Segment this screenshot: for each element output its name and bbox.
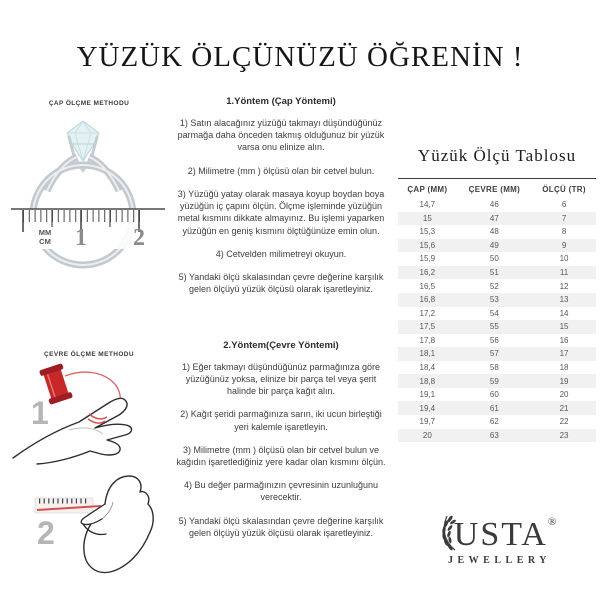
hand-ruler-diagram-icon — [9, 470, 169, 582]
header-olcu-tr: ÖLÇÜ (TR) — [542, 185, 586, 194]
table-cell: 48 — [489, 227, 499, 237]
step-2-numeral: 2 — [37, 515, 55, 551]
table-row — [398, 239, 596, 253]
method-step: 4) Bu değer parmağınızın çevresinin uzunluğunu verecektir. — [183, 480, 379, 503]
small-ruler — [35, 498, 101, 513]
table-cell: 62 — [489, 417, 499, 427]
table-cell: 16 — [559, 335, 569, 345]
table-cell: 53 — [489, 295, 499, 305]
hand-outline — [84, 476, 153, 573]
ruler-number-2: 2 — [133, 225, 145, 251]
table-body — [398, 198, 596, 442]
table-cell: 11 — [559, 268, 569, 277]
table-cell: 14 — [559, 308, 569, 318]
table-cell: 18,1 — [419, 349, 436, 359]
table-row — [398, 334, 596, 348]
table-row — [398, 293, 596, 307]
table-cell: 59 — [489, 376, 499, 386]
table-cell: 49 — [489, 240, 499, 250]
table-cell: 18,8 — [419, 376, 436, 386]
table-cell: 17,8 — [419, 335, 436, 345]
table-cell: 7 — [561, 213, 567, 223]
table-cell: 17,2 — [419, 308, 436, 318]
table-cell: 16,5 — [419, 281, 436, 291]
size-table-title: Yüzük Ölçü Tablosu — [417, 146, 577, 165]
table-cell: 47 — [489, 213, 499, 223]
table-row — [398, 279, 596, 293]
table-row — [398, 307, 596, 321]
table-cell: 19,7 — [419, 417, 436, 427]
table-cell: 15 — [559, 322, 569, 332]
diamond-icon — [67, 121, 99, 161]
table-cell: 6 — [561, 200, 567, 210]
size-table-column — [398, 146, 596, 566]
header-cevre-mm: ÇEVRE (MM) — [468, 185, 521, 194]
table-cell: 13 — [559, 295, 569, 305]
brand-logo — [398, 512, 596, 566]
table-cell: 15,3 — [419, 227, 436, 237]
circumference-method-label: ÇEVRE ÖLÇME METHODU — [44, 351, 134, 358]
table-cell: 51 — [489, 268, 499, 277]
table-row — [398, 266, 596, 280]
table-cell: 61 — [489, 403, 499, 413]
table-row — [398, 361, 596, 375]
header-cap-mm: ÇAP (MM) — [407, 185, 448, 194]
method-step: 2) Milimetre (mm ) ölçüsü olan bir cetvel bulun. — [187, 165, 375, 176]
table-cell: 22 — [559, 417, 569, 427]
diagram-column — [8, 100, 170, 582]
table-cell: 58 — [489, 362, 499, 372]
page-title: YÜZÜK ÖLÇÜNÜZÜ ÖĞRENİN ! — [76, 41, 524, 74]
table-cell: 19,4 — [419, 403, 436, 413]
method-1-block — [172, 96, 390, 296]
table-cell: 57 — [489, 349, 499, 359]
brand-name: USTA — [453, 516, 548, 554]
title-divider — [398, 178, 596, 179]
table-cell: 20 — [559, 390, 569, 400]
ruler-unit-cm: CM — [39, 237, 51, 246]
table-cell: 17,5 — [419, 322, 436, 332]
table-cell: 19 — [559, 376, 569, 386]
instructions-column — [172, 96, 390, 550]
table-row — [398, 429, 596, 443]
diameter-method-label: ÇAP ÖLÇME METHODU — [48, 100, 130, 107]
table-cell: 16,8 — [419, 295, 436, 305]
table-cell: 52 — [489, 281, 499, 291]
method-step: 1) Satın alacağınız yüzüğü takmayı düşündüğünüz parmağa daha önceden takmış olduğunuz bir yüzük varsa onu elinize alın. — [177, 118, 385, 153]
table-row — [398, 374, 596, 388]
table-cell: 19,1 — [419, 390, 436, 400]
method-1-heading: 1.Yöntem (Çap Yöntemi) — [226, 96, 336, 107]
method-step: 2) Kağıt şeridi parmağınıza sarın, iki ucun birleştiği yeri kalemle işaretleyin. — [180, 409, 382, 432]
method-2-block — [172, 340, 390, 540]
table-cell: 23 — [559, 430, 569, 440]
brand-name-row — [398, 512, 596, 552]
table-cell: 10 — [559, 254, 569, 264]
method-step: 3) Yüzüğü yatay olarak masaya koyup boydan boya yüzüğün iç çapını ölçün. Ölçme işleminde yüzüğün metal kısmını dikkate almayınız. Bu işlemi yaparken yüzüğün en geniş kısmını ölçtüğünüze emin olun. — [177, 188, 385, 236]
table-cell: 54 — [489, 308, 499, 318]
table-header-row — [398, 181, 596, 198]
table-row — [398, 252, 596, 266]
table-cell: 56 — [489, 335, 499, 345]
method-2-steps — [172, 361, 390, 540]
method-2-heading: 2.Yöntem(Çevre Yöntemi) — [223, 339, 339, 351]
ruler-number-1: 1 — [75, 225, 87, 251]
table-cell: 12 — [559, 281, 569, 291]
table-cell: 18,4 — [419, 362, 436, 372]
table-cell: 18 — [559, 362, 569, 372]
method-step: 3) Milimetre (mm ) ölçüsü olan bir cetvel bulun ve kağıdın işaretlediğiniz yere kadar olan kısmını ölçün. — [176, 444, 386, 467]
table-cell: 60 — [489, 390, 499, 400]
table-row — [398, 415, 596, 429]
table-cell: 9 — [561, 240, 567, 250]
table-cell: 17 — [559, 349, 569, 359]
ring-on-ruler-diagram-icon — [9, 111, 169, 273]
registered-mark: ® — [547, 516, 557, 529]
table-row — [398, 401, 596, 415]
table-row — [398, 198, 596, 212]
method-step: 5) Yandaki ölçü skalasından çevre değerine karşılık gelen ölçüyü yüzük ölçüsü olarak işaretleyiniz. — [178, 515, 384, 538]
table-cell: 63 — [489, 430, 499, 440]
mm-ruler — [11, 209, 165, 251]
method-step: 4) Cetvelden milimetreyi okuyun. — [215, 248, 347, 259]
table-row — [398, 320, 596, 334]
table-cell: 15,9 — [419, 254, 436, 264]
ring-size-table — [398, 181, 596, 442]
table-row — [398, 347, 596, 361]
table-cell: 55 — [489, 322, 499, 332]
method-1-steps — [172, 117, 390, 296]
table-row — [398, 388, 596, 402]
method-step: 5) Yandaki ölçü skalasından çevre değerine karşılık gelen ölçüyü yüzük ölçüsü olarak işaretleyiniz. — [178, 272, 384, 295]
table-cell: 8 — [561, 227, 567, 237]
brand-subtitle: JEWELLERY — [448, 555, 551, 567]
method-step: 1) Eğer takmayı düşündüğünüz parmağınıza göre yüzüğünüz yoksa, elinize bir parça tel veya şerit halinde bir parça kağıt alın. — [181, 361, 381, 397]
table-cell: 20 — [422, 430, 432, 440]
table-cell: 46 — [489, 200, 499, 210]
table-cell: 16,2 — [419, 268, 436, 277]
table-cell: 15,6 — [419, 240, 436, 250]
step-1-numeral: 1 — [31, 395, 49, 431]
table-cell: 14,7 — [419, 200, 436, 210]
table-cell: 50 — [489, 254, 499, 264]
table-row — [398, 212, 596, 226]
hand-thread-diagram-icon — [9, 362, 169, 466]
table-cell: 21 — [559, 403, 569, 413]
ruler-unit-mm: MM — [38, 228, 52, 237]
table-row — [398, 225, 596, 239]
table-cell: 15 — [422, 213, 432, 223]
